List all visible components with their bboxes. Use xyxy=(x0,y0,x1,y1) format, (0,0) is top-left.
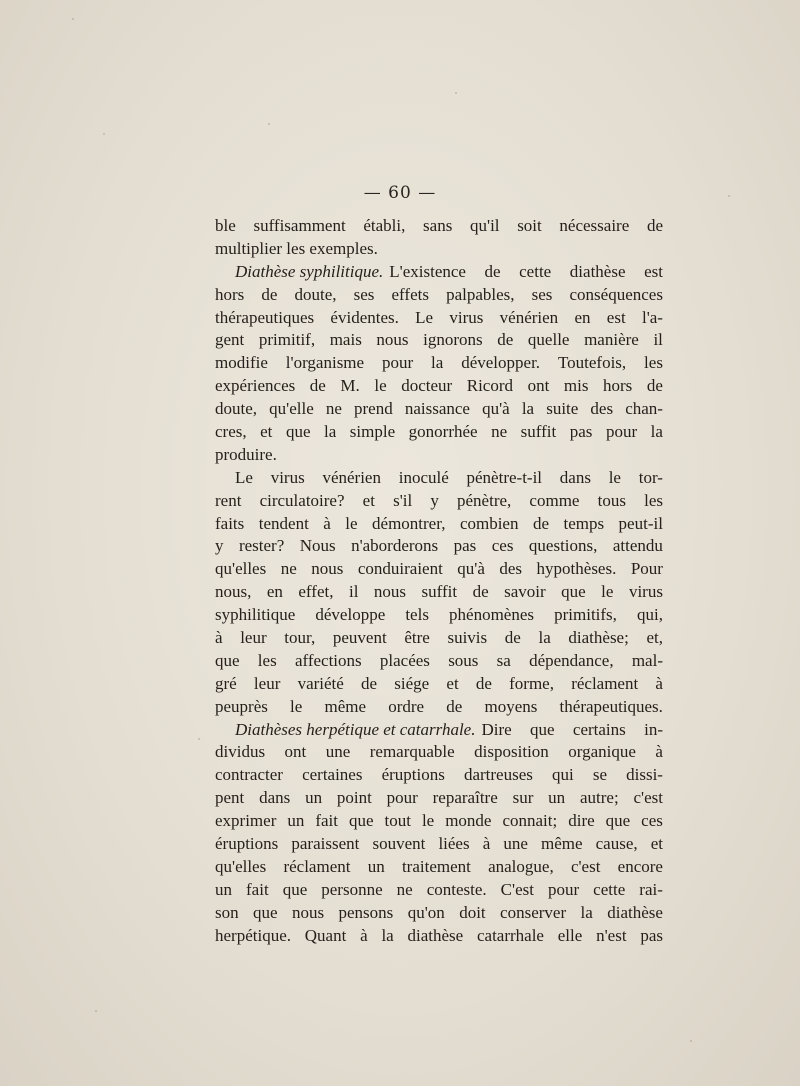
text-line xyxy=(215,741,663,764)
line-text: herpétique. Quant à la diathèse catarrhale elle n'est pas xyxy=(215,925,663,945)
text-line xyxy=(215,261,663,284)
line-text: syphilitique développe tels phénomènes primitifs, qui, xyxy=(215,605,663,625)
line-text: exprimer un fait que tout le monde connait; dire que ces xyxy=(215,811,663,831)
paper-speck xyxy=(198,738,200,740)
line-text: dividus ont une remarquable disposition organique à xyxy=(215,742,663,762)
text-line xyxy=(215,467,663,490)
text-line xyxy=(215,238,663,261)
line-text: hors de doute, ses effets palpables, ses conséquences xyxy=(215,284,663,304)
line-text: éruptions paraissent souvent liées à une même cause, et xyxy=(215,834,663,854)
text-line xyxy=(215,833,663,856)
text-line xyxy=(215,284,663,307)
text-line xyxy=(215,787,663,810)
line-text: expériences de M. le docteur Ricord ont mis hors de xyxy=(215,376,663,396)
line-text: multiplier les exemples. xyxy=(215,238,378,258)
text-line xyxy=(215,879,663,902)
text-line xyxy=(215,627,663,650)
text-line xyxy=(215,513,663,536)
section-heading: Diathèse syphilitique. xyxy=(235,261,384,281)
line-text: nous, en effet, il nous suffit de savoir que le virus xyxy=(215,582,663,602)
text-line xyxy=(215,398,663,421)
text-line xyxy=(215,810,663,833)
text-line xyxy=(215,673,663,696)
line-text: son que nous pensons qu'on doit conserver la diathèse xyxy=(215,902,663,922)
paper-speck xyxy=(103,133,105,135)
line-text: pent dans un point pour reparaître sur un autre; c'est xyxy=(215,788,663,808)
line-text: produire. xyxy=(215,444,277,464)
paper-speck xyxy=(268,123,270,125)
paper-speck xyxy=(455,92,457,94)
line-text: qu'elles réclament un traitement analogue, c'est encore xyxy=(215,856,663,876)
line-text: gré leur variété de siége et de forme, réclament à xyxy=(215,673,663,693)
text-line xyxy=(215,902,663,925)
line-text: ble suffisamment établi, sans qu'il soit nécessaire de xyxy=(215,216,663,235)
line-text: y rester? Nous n'aborderons pas ces questions, attendu xyxy=(215,536,663,556)
text-line xyxy=(215,535,663,558)
text-line xyxy=(215,764,663,787)
line-text: Le virus vénérien inoculé pénètre-t-il dans le tor- xyxy=(235,467,663,487)
line-text: thérapeutiques évidentes. Le virus vénérien en est l'a- xyxy=(215,307,663,327)
text-line xyxy=(215,604,663,627)
section-heading: Diathèses herpétique et catarrhale. xyxy=(235,719,476,739)
line-text: à leur tour, peuvent être suivis de la diathèse; et, xyxy=(215,628,663,648)
paper-speck xyxy=(95,1010,97,1012)
paper-speck xyxy=(72,18,74,20)
line-text: qu'elles ne nous conduiraient qu'à des hypothèses. Pour xyxy=(215,559,663,579)
paper-speck xyxy=(690,1040,692,1042)
text-line xyxy=(215,352,663,375)
text-line xyxy=(215,444,663,467)
text-line xyxy=(215,215,663,238)
text-line xyxy=(215,925,663,948)
line-text: un fait que personne ne conteste. C'est pour cette rai- xyxy=(215,879,663,899)
line-text: que les affections placées sous sa dépendance, mal- xyxy=(215,650,663,670)
line-text: modifie l'organisme pour la développer. Toutefois, les xyxy=(215,353,663,373)
text-line xyxy=(215,329,663,352)
page-number: — 60 — xyxy=(363,183,437,203)
line-text: contracter certaines éruptions dartreuses qui se dissi- xyxy=(215,765,663,785)
text-line xyxy=(215,421,663,444)
line-text: rent circulatoire? et s'il y pénètre, comme tous les xyxy=(215,490,663,510)
line-text: peuprès le même ordre de moyens thérapeutiques. xyxy=(215,696,663,716)
text-line xyxy=(215,650,663,673)
line-text: faits tendent à le démontrer, combien de temps peut-il xyxy=(215,513,663,533)
text-line xyxy=(215,490,663,513)
line-text: L'existence de cette diathèse est xyxy=(389,261,663,281)
line-text: cres, et que la simple gonorrhée ne suffit pas pour la xyxy=(215,422,663,442)
text-line xyxy=(215,581,663,604)
line-text: Dire que certains in- xyxy=(481,719,663,739)
body-text xyxy=(215,215,663,948)
line-text: doute, qu'elle ne prend naissance qu'à la suite des chan- xyxy=(215,399,663,419)
text-line xyxy=(215,375,663,398)
text-line xyxy=(215,696,663,719)
line-text: gent primitif, mais nous ignorons de quelle manière il xyxy=(215,330,663,350)
text-line xyxy=(215,558,663,581)
text-line xyxy=(215,719,663,742)
text-line xyxy=(215,856,663,879)
text-line xyxy=(215,307,663,330)
